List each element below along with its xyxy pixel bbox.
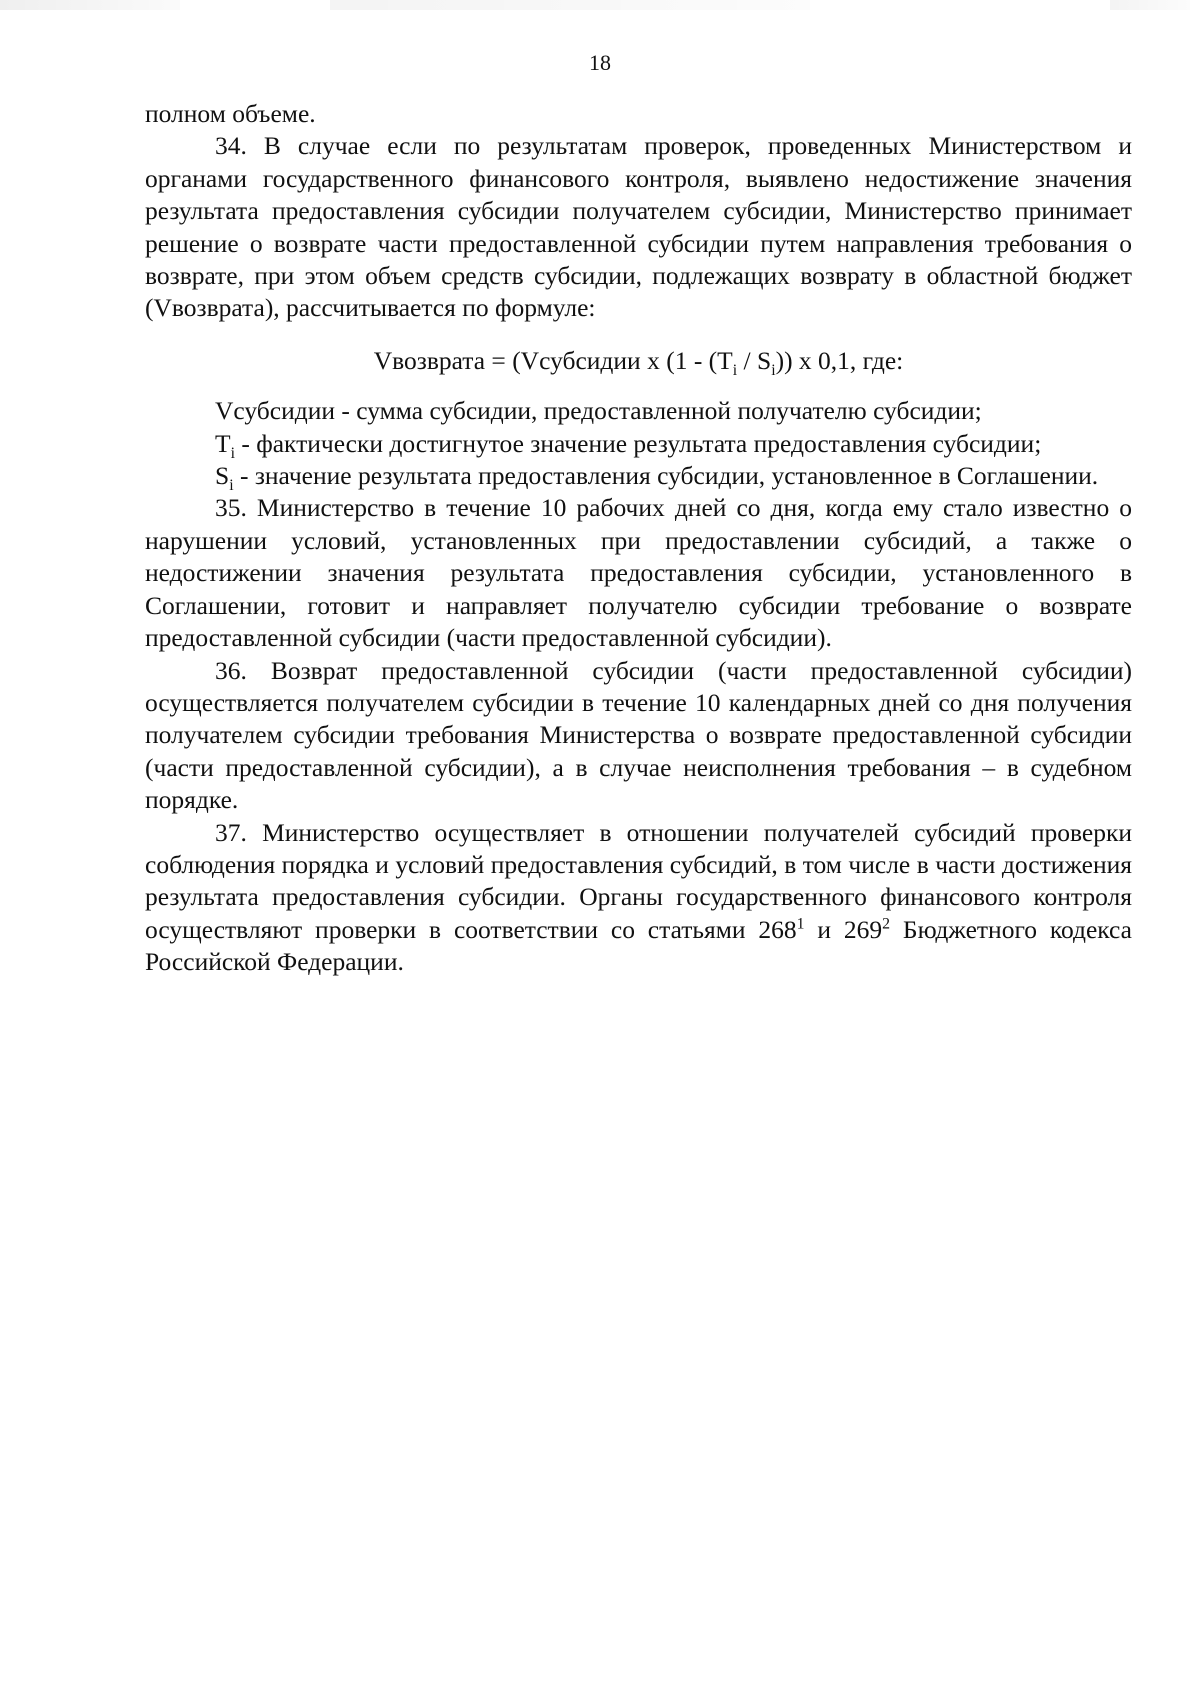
page-number: 18: [589, 50, 611, 75]
definition-s: [145, 460, 1132, 495]
definition-s-symbol: S: [215, 461, 230, 491]
formula: [145, 345, 1132, 377]
definition-t-subscript: i: [230, 444, 235, 462]
paragraph-36: 36. Возврат предоставленной субсидии (части предоставленной субсидии) осуществляется получателем субсидии в течение 10 календарных дней со дня получения получателем субсидии требования Министерства о возврате предоставленной субсидии (части предоставленной субсидии), а в случае неисполнения требования – в судебном порядке.: [145, 655, 1132, 815]
definition-t: [145, 428, 1132, 460]
superscript-2: 2: [882, 915, 891, 933]
formula-lhs: Vвозврата = (Vсубсидии х (1 - (T: [373, 345, 733, 375]
scan-artifact: [330, 0, 810, 10]
paragraph-37: [145, 817, 1132, 979]
paragraph-37-part-c: Бюджетного кодекса Российской Федерации.: [145, 914, 1132, 977]
definition-t-symbol: T: [215, 428, 231, 458]
formula-subscript-t: i: [732, 361, 738, 379]
formula-subscript-s: i: [771, 361, 776, 379]
document-body: [145, 98, 1132, 979]
paragraph-37-part-a: 37. Министерство осуществляет в отношении получателей субсидий проверки соблюдения порядка и условий предоставления субсидий, в том числе в части достижения результата предоставления субсидии. Органы государственного финансового контроля осуществляют проверки в соответствии со статьями 268: [145, 817, 1132, 944]
paragraph-35: 35. Министерство в течение 10 рабочих дней со дня, когда ему стало известно о нарушении условий, установленных при предоставлении субсидий, а также о недостижении значения результата предоставления субсидии, установленного в Соглашении, готовит и направляет получателю субсидии требование о возврате предоставленной субсидии (части предоставленной субсидии).: [145, 493, 1132, 653]
paragraph-37-part-b: и 269: [804, 914, 883, 944]
formula-mid: / S: [737, 345, 772, 375]
paragraph-continuation: полном объеме.: [145, 99, 316, 128]
scan-artifact: [1110, 0, 1190, 10]
scan-artifact: [0, 0, 180, 10]
paragraph-34: 34. В случае если по результатам проверок, проведенных Министерством и органами государственного финансового контроля, выявлено недостижение значения результата предоставления субсидии получателем субсидии, Министерство принимает решение о возврате части предоставленной субсидии путем направления требования о возврате, при этом объем средств субсидии, подлежащих возврату в областной бюджет (Vвозврата), рассчитывается по формуле:: [145, 131, 1132, 323]
superscript-1: 1: [796, 915, 805, 933]
definition-t-text: - фактически достигнутое значение результата предоставления субсидии;: [234, 428, 1042, 458]
formula-rhs: )) х 0,1, где:: [775, 345, 904, 375]
definition-s-text: - значение результата предоставления субсидии, установленное в Соглашении.: [233, 461, 1099, 491]
definition-s-subscript: i: [229, 477, 234, 495]
definition-v-subsidy: Vсубсидии - сумма субсидии, предоставленной получателю субсидии;: [215, 396, 982, 426]
